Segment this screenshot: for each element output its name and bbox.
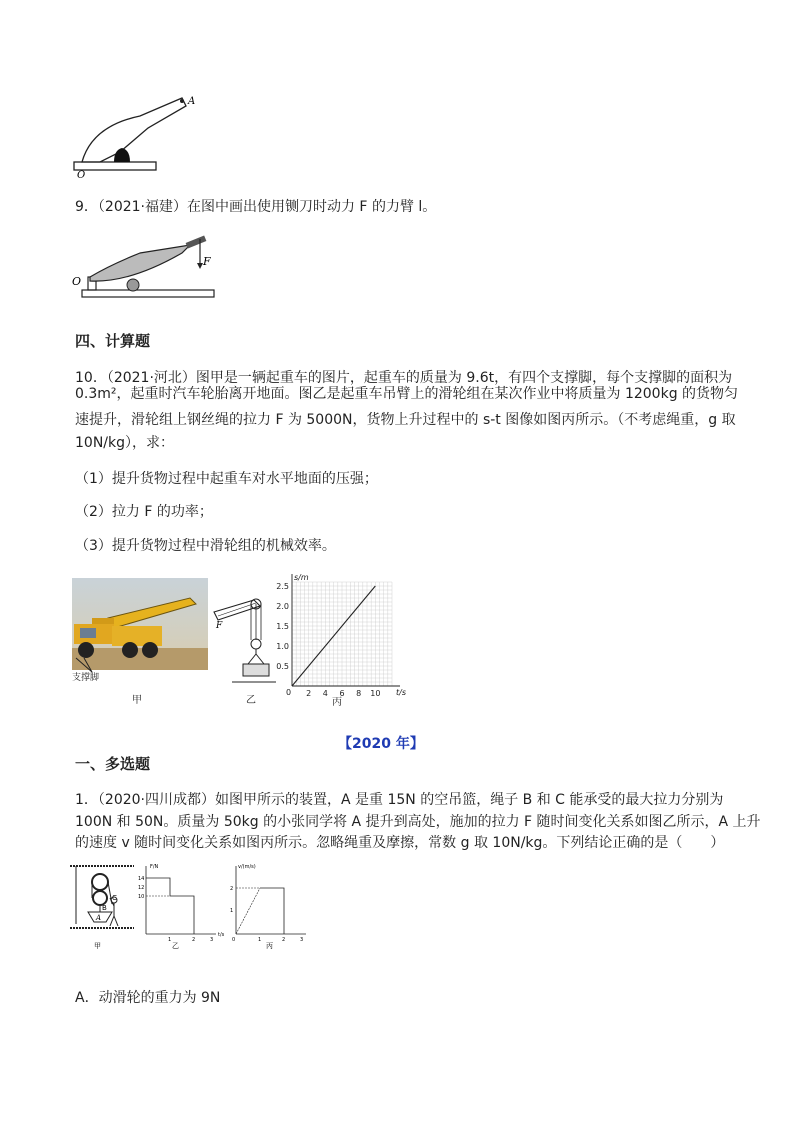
x-tick-label: 2	[306, 689, 312, 698]
f-tick-12: 12	[138, 885, 145, 891]
fig1-label-b: B	[102, 904, 107, 912]
cutter-label-f: F	[203, 255, 211, 268]
fig1-caption-yi: 乙	[172, 942, 179, 950]
v-t-tick-2: 2	[282, 937, 286, 943]
question-10-sub1: （1）提升货物过程中起重车对水平地面的压强；	[75, 471, 378, 487]
question-10-line4: 10N/kg），求：	[75, 435, 174, 451]
x-axis-label: t/s	[396, 688, 406, 697]
pulley-label-f: F	[216, 621, 223, 631]
v-t-tick-1: 1	[258, 937, 262, 943]
y-tick-label: 2.0	[276, 602, 289, 611]
question-10-sub2: （2）拉力 F 的功率；	[75, 504, 213, 520]
y-tick-label: 0.5	[276, 662, 289, 671]
question-10-line3: 速提升，滑轮组上钢丝绳的拉力 F 为 5000N，货物上升过程中的 s-t 图像如图丙所示。（不考虑绳重，g 取	[75, 412, 736, 428]
f-t-tick-2: 2	[192, 937, 196, 943]
lever-label-a: A	[188, 96, 196, 107]
option-a: A．动滑轮的重力为 9N	[75, 990, 221, 1006]
y-axis-label: s/m	[294, 573, 309, 582]
lever-label-o: O	[77, 170, 86, 181]
v-tick-2: 2	[230, 886, 234, 892]
f-t-axis: t/s	[218, 932, 225, 938]
support-leg-label: 支撑脚	[72, 673, 100, 683]
question-10-line1: 10．（2021·河北）图甲是一辆起重车的图片，起重车的质量为 9.6t，有四个支撑脚，每个支撑脚的面积为	[75, 370, 733, 386]
question-1-line1: 1．（2020·四川成都）如图甲所示的装置，A 是重 15N 的空吊篮，绳子 B 和 C 能承受的最大拉力分别为	[75, 792, 724, 808]
fig1-caption-jia: 甲	[94, 942, 101, 950]
caption-jia: 甲	[132, 695, 142, 706]
question-1-line3: 的速度 v 随时间变化关系如图丙所示。忽略绳重及摩擦，常数 g 取 10N/kg。下列结论正确的是（ ）	[75, 835, 725, 851]
y-tick-label: 2.5	[276, 582, 289, 591]
f-t-tick-1: 1	[168, 937, 172, 943]
question-10-sub3: （3）提升货物过程中滑轮组的机械效率。	[75, 538, 336, 554]
year-header: 【2020 年】	[338, 736, 424, 752]
v-tick-1: 1	[230, 908, 234, 914]
f-axis-label: F/N	[150, 864, 159, 870]
crane-photo	[72, 578, 210, 706]
fig1-caption-bing: 丙	[266, 942, 273, 950]
f-t-tick-3: 3	[210, 937, 214, 943]
fig1-label-c: C	[112, 894, 117, 902]
f-tick-14: 14	[138, 876, 145, 882]
v-t-tick-3: 3	[300, 937, 304, 943]
x-tick-label: 10	[370, 689, 381, 698]
st-chart	[268, 568, 418, 708]
v-origin: 0	[232, 937, 236, 943]
x-tick-label: 4	[322, 689, 328, 698]
fig1-label-a: A	[96, 914, 102, 922]
y-tick-label: 1.5	[276, 622, 289, 631]
cutter-label-o: O	[72, 275, 82, 288]
section-1-title: 一、多选题	[75, 755, 151, 773]
f-tick-10: 10	[138, 894, 145, 900]
section-4-title: 四、计算题	[75, 332, 151, 350]
caption-bing: 丙	[332, 697, 342, 708]
v-axis-label: v/(m/s)	[238, 864, 256, 870]
caption-yi: 乙	[246, 695, 256, 706]
y-tick-label: 1.0	[276, 642, 289, 651]
q1-figures	[70, 860, 310, 952]
question-9: 9．（2021·福建）在图中画出使用铡刀时动力 F 的力臂 l。	[75, 199, 437, 215]
x-tick-label: 8	[356, 689, 362, 698]
cutter-figure	[70, 225, 220, 305]
lever-figure	[70, 92, 200, 182]
question-10-line2: 0.3m²，起重时汽车轮胎离开地面。图乙是起重车吊臂上的滑轮组在某次作业中将质量为 1200kg 的货物匀	[75, 386, 739, 402]
origin-label: 0	[286, 688, 292, 697]
x-tick-label: 6	[339, 689, 345, 698]
question-1-line2: 100N 和 50N。质量为 50kg 的小张同学将 A 提升到高处，施加的拉力 F 随时间变化关系如图乙所示，A 上升	[75, 814, 761, 830]
